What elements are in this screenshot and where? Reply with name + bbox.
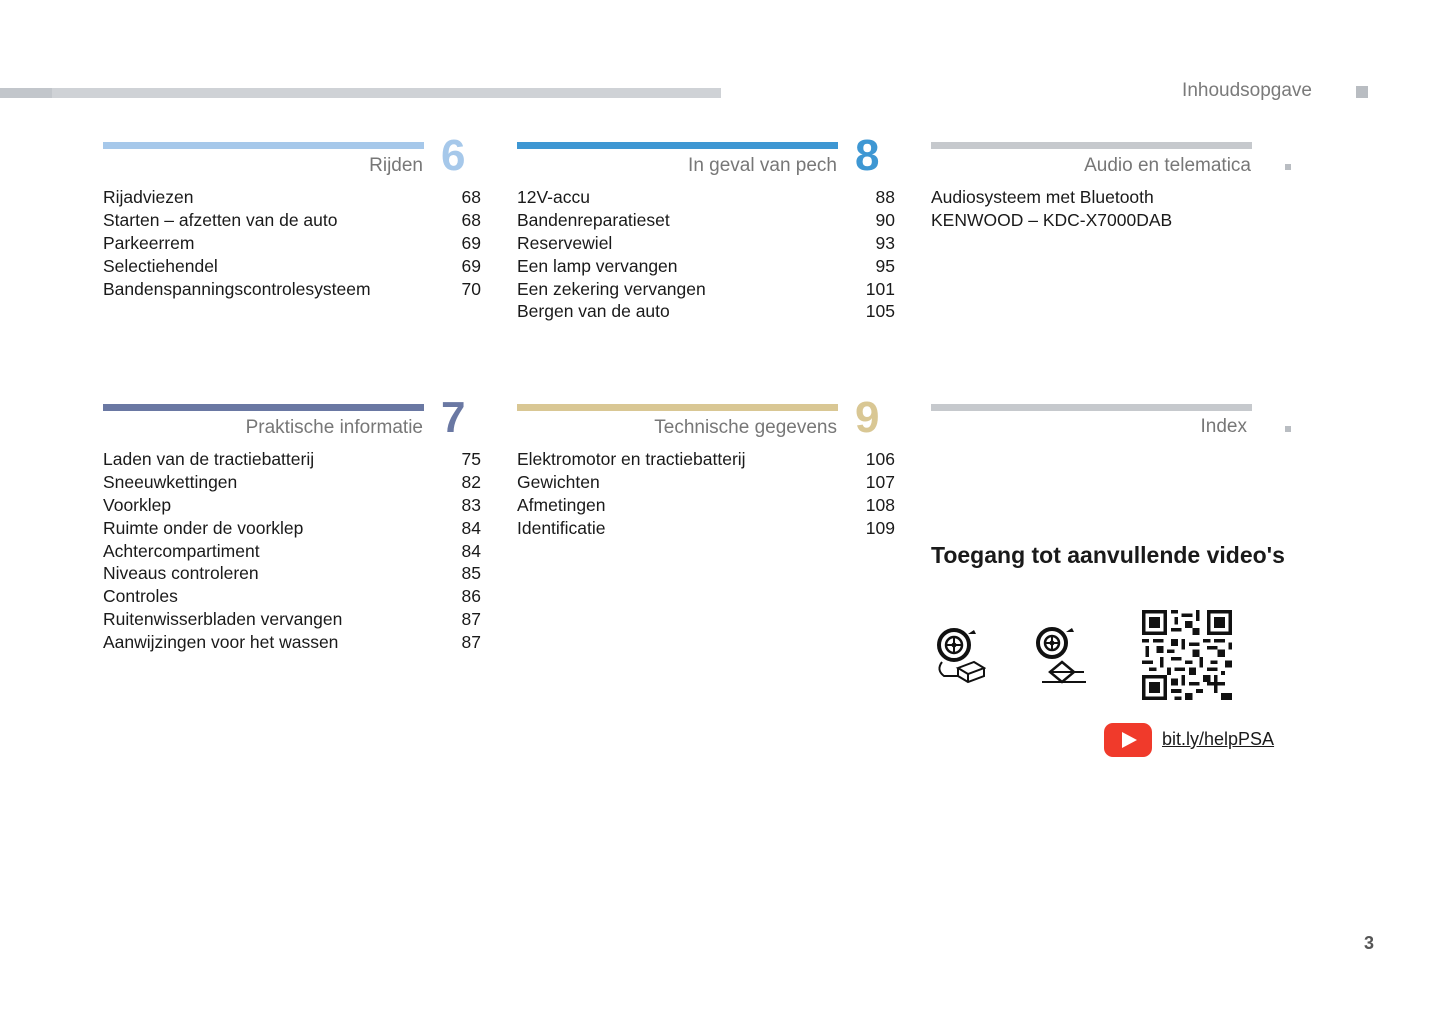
toc-item[interactable]: [517, 517, 895, 540]
section-title: Audio en telematica: [1084, 155, 1251, 176]
toc-item-page: 86: [461, 586, 481, 607]
toc-item-page: 95: [875, 255, 895, 276]
toc-item-label: Reservewiel: [517, 232, 613, 253]
section-title: In geval van pech: [688, 155, 837, 176]
toc-item-page: 109: [865, 517, 895, 538]
toc-item-page: 75: [461, 449, 481, 469]
toc-item[interactable]: [103, 209, 481, 232]
section-number: 9: [855, 393, 880, 442]
toc-item[interactable]: [103, 540, 481, 563]
toc-item-page: 68: [461, 187, 481, 207]
toc-item-page: 84: [461, 540, 481, 561]
toc-list: [517, 186, 895, 323]
toc-item-page: 69: [461, 232, 481, 253]
toc-item-label: Elektromotor en tractiebatterij: [517, 449, 746, 469]
page-number: 3: [1364, 933, 1375, 953]
toc-item-label: 12V-accu: [517, 187, 590, 207]
section-title: Praktische informatie: [245, 417, 423, 438]
tire-repair-kit-icon[interactable]: [934, 626, 986, 686]
toc-item-page: 108: [865, 494, 895, 515]
toc-item[interactable]: [103, 232, 481, 255]
toc-item-page: 106: [865, 449, 895, 469]
section-number: 6: [441, 131, 466, 180]
page-header-title: Inhoudsopgave: [1182, 80, 1312, 101]
toc-item-label: Controles: [103, 586, 178, 607]
toc-item[interactable]: [517, 209, 895, 232]
qr-code-icon[interactable]: [1142, 610, 1232, 700]
toc-item-page: 69: [461, 255, 481, 276]
toc-item-label: Starten – afzetten van de auto: [103, 209, 338, 230]
toc-item[interactable]: [103, 471, 481, 494]
toc-item[interactable]: [517, 300, 895, 323]
toc-item-label: KENWOOD – KDC-X7000DAB: [931, 209, 1173, 230]
toc-list: [103, 186, 481, 300]
toc-item-page: 87: [461, 632, 481, 653]
section-rule: [103, 142, 424, 149]
header-square-icon: [1356, 86, 1368, 98]
toc-item-page: 85: [461, 563, 481, 584]
youtube-play-icon[interactable]: [1104, 723, 1152, 757]
toc-item[interactable]: [103, 585, 481, 608]
toc-item-label: Ruitenwisserbladen vervangen: [103, 609, 343, 630]
toc-item-page: 90: [875, 209, 895, 230]
toc-item-page: 105: [865, 301, 895, 322]
section-rule: [103, 404, 424, 411]
toc-item[interactable]: [103, 517, 481, 540]
videos-heading: Toegang tot aanvullende video's: [931, 542, 1285, 568]
toc-item-label: Bandenreparatieset: [517, 209, 670, 230]
section-rule: [517, 142, 838, 149]
section-square-icon: [1285, 164, 1291, 170]
toc-list: [931, 186, 1309, 232]
toc-item-label: Voorklep: [103, 494, 172, 515]
toc-item-label: Niveaus controleren: [103, 563, 259, 584]
toc-item-label: Parkeerrem: [103, 232, 195, 253]
header-bar-accent: [0, 88, 52, 98]
toc-item-page: 83: [461, 494, 481, 515]
toc-item-page: 93: [875, 232, 895, 253]
toc-item[interactable]: [931, 209, 1309, 232]
toc-item[interactable]: [103, 278, 481, 301]
section-title: Index: [1200, 416, 1247, 437]
toc-item-label: Achtercompartiment: [103, 540, 260, 561]
toc-item-page: 70: [461, 278, 481, 299]
toc-item-label: Aanwijzingen voor het wassen: [103, 632, 339, 653]
toc-item[interactable]: [103, 186, 481, 209]
toc-item[interactable]: [517, 232, 895, 255]
toc-item-page: 82: [461, 471, 481, 492]
toc-item-label: Bandenspanningscontrolesysteem: [103, 278, 371, 299]
toc-item-label: Rijadviezen: [103, 187, 194, 207]
toc-item[interactable]: [103, 255, 481, 278]
toc-item-page: 87: [461, 609, 481, 630]
section-number: 8: [855, 131, 880, 180]
toc-item[interactable]: [103, 448, 481, 471]
section-square-icon: [1285, 426, 1291, 432]
toc-list: [103, 448, 481, 654]
toc-item-label: Een lamp vervangen: [517, 255, 678, 276]
section-rule: [517, 404, 838, 411]
toc-item-label: Bergen van de auto: [517, 301, 670, 322]
toc-item-label: Sneeuwkettingen: [103, 471, 238, 492]
toc-item[interactable]: [103, 562, 481, 585]
toc-item-page: 84: [461, 517, 481, 538]
toc-item-label: Ruimte onder de voorklep: [103, 517, 304, 538]
toc-item-label: Gewichten: [517, 471, 600, 492]
toc-item-label: Identificatie: [517, 517, 606, 538]
tire-jack-icon[interactable]: [1034, 626, 1090, 684]
toc-item-label: Afmetingen: [517, 494, 606, 515]
video-link[interactable]: bit.ly/helpPSA: [1162, 729, 1275, 749]
toc-item-page: 107: [865, 471, 895, 492]
section-rule: [931, 404, 1252, 411]
section-number: 7: [441, 393, 466, 442]
toc-item[interactable]: [517, 278, 895, 301]
section-title: Rijden: [369, 155, 423, 176]
section-rule: [931, 142, 1252, 149]
toc-item[interactable]: [103, 608, 481, 631]
toc-item[interactable]: [517, 186, 895, 209]
toc-item-page: 88: [875, 187, 895, 207]
toc-item-label: Laden van de tractiebatterij: [103, 449, 315, 469]
toc-item-page: 68: [461, 209, 481, 230]
toc-item[interactable]: [517, 448, 895, 471]
toc-item[interactable]: [931, 186, 1309, 209]
toc-item-label: Een zekering vervangen: [517, 278, 706, 299]
header-bar: [0, 88, 721, 98]
toc-item[interactable]: [517, 255, 895, 278]
toc-item-page: 101: [865, 278, 895, 299]
toc-item[interactable]: [517, 494, 895, 517]
toc-item[interactable]: [103, 631, 481, 654]
toc-item-label: Audiosysteem met Bluetooth: [931, 187, 1154, 207]
toc-list: [517, 448, 895, 540]
toc-item[interactable]: [517, 471, 895, 494]
section-title: Technische gegevens: [654, 417, 837, 438]
toc-item-label: Selectiehendel: [103, 255, 218, 276]
toc-item[interactable]: [103, 494, 481, 517]
